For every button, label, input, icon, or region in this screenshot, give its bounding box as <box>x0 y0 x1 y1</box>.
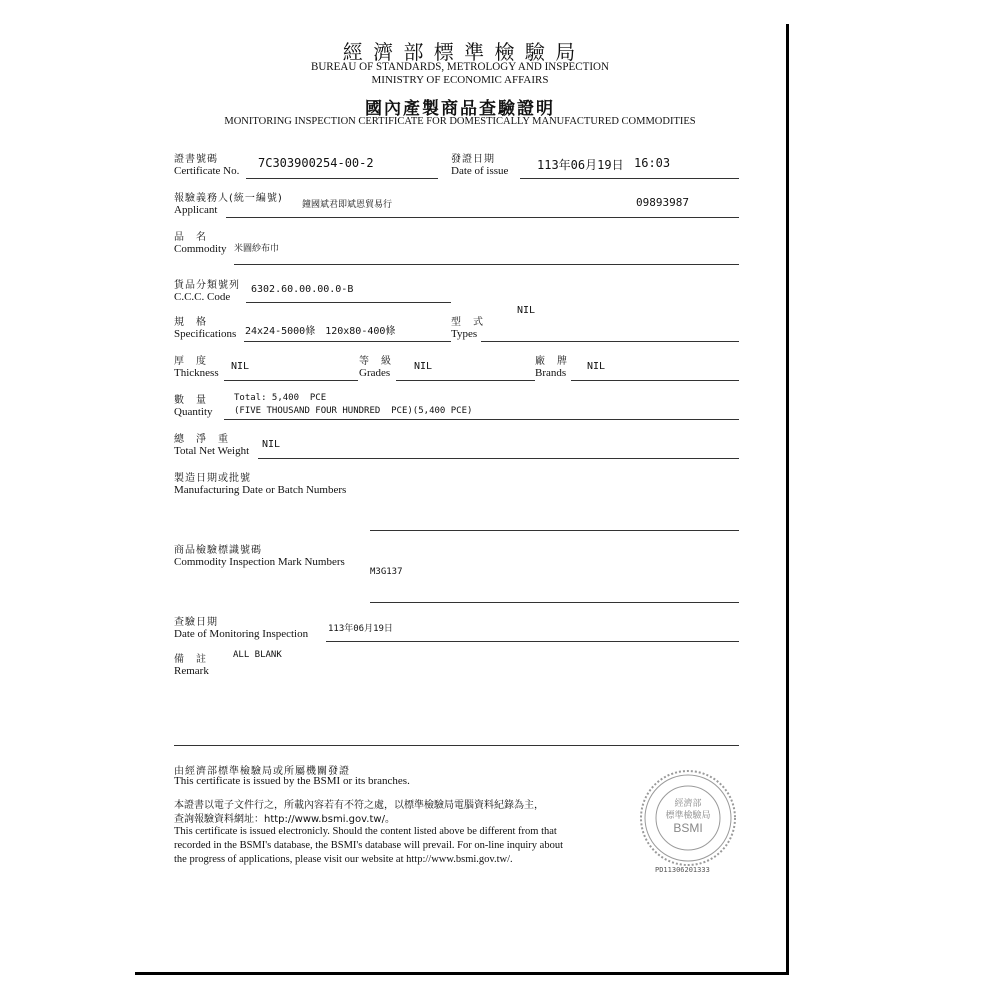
page-border-right <box>786 24 789 975</box>
cert-no-value: 7C303900254-00-2 <box>258 156 374 170</box>
page-border-bottom <box>135 972 789 975</box>
net-weight-label-cn: 總 淨 重 <box>174 434 229 445</box>
ministry-title: MINISTRY OF ECONOMIC AFFAIRS <box>371 74 549 86</box>
net-weight-value: NIL <box>262 439 281 450</box>
types-line <box>481 341 739 342</box>
seal-text-en: BSMI <box>673 821 703 835</box>
ccc-label-en: C.C.C. Code <box>174 291 231 303</box>
types-value: NIL <box>517 305 536 316</box>
mark-numbers-line <box>370 602 739 603</box>
remark-value: ALL BLANK <box>233 650 282 660</box>
footer-divider <box>174 745 739 746</box>
specs-label-cn: 規 格 <box>174 317 207 328</box>
electronic-notice-en-2: recorded in the BSMI's database, the BSMI's database will prevail. For on-line inquiry about <box>174 840 563 851</box>
specs-value: 24x24-5000條 120x80-400條 <box>245 326 396 337</box>
thickness-value: NIL <box>231 361 250 372</box>
bureau-title-en: BUREAU OF STANDARDS, METROLOGY AND INSPECTION <box>310 59 610 73</box>
specs-line <box>244 341 451 342</box>
applicant-value: 鐘國斌君即斌恩貿易行 <box>302 200 393 210</box>
applicant-line <box>226 217 739 218</box>
issued-by-cn: 由經濟部標準檢驗局或所屬機關發證 <box>174 766 350 777</box>
applicant-label-en: Applicant <box>174 204 218 216</box>
mfg-date-label-cn: 製造日期或批號 <box>174 473 251 484</box>
quantity-label-cn: 數 量 <box>174 395 207 406</box>
thickness-label-cn: 厚 度 <box>174 356 207 367</box>
ccc-label-cn: 貨品分類號列 <box>174 280 240 291</box>
electronic-notice-en-3: the progress of applications, please visit our website at http://www.bsmi.gov.tw/. <box>174 854 513 865</box>
date-issue-time: 16:03 <box>634 156 671 170</box>
date-issue-label-en: Date of issue <box>451 165 509 177</box>
ccc-line <box>246 302 451 303</box>
grades-line <box>396 380 535 381</box>
insp-date-line <box>326 641 739 642</box>
commodity-label-en: Commodity <box>174 243 227 255</box>
thickness-line <box>224 380 358 381</box>
insp-date-value: 113年06月19日 <box>328 624 393 634</box>
certificate-title-cn: 國內產製商品查驗證明 <box>365 99 555 119</box>
electronic-notice-en-1: This certificate is issued electronicly. Should the content listed above be different from that <box>174 826 557 837</box>
commodity-value: 米圖紗布巾 <box>234 244 280 254</box>
electronic-notice-cn-2: 查詢報驗資料網址：http://www.bsmi.gov.tw/。 <box>174 814 395 825</box>
grades-value: NIL <box>414 361 433 372</box>
bsmi-seal <box>638 768 738 868</box>
electronic-notice-cn-1: 本證書以電子文件行之，所載內容若有不符之處，以標準檢驗局電腦資料紀錄為主， <box>174 800 544 811</box>
specs-label-en: Specifications <box>174 328 237 340</box>
commodity-label-cn: 品 名 <box>174 232 207 243</box>
cert-no-label-cn: 證書號碼 <box>174 154 218 165</box>
quantity-value-words: (FIVE THOUSAND FOUR HUNDRED PCE)(5,400 PCE) <box>234 406 473 416</box>
mfg-date-line <box>370 530 739 531</box>
net-weight-line <box>258 458 739 459</box>
quantity-label-en: Quantity <box>174 406 213 418</box>
mark-numbers-value: M3G137 <box>370 567 403 577</box>
quantity-line <box>224 419 739 420</box>
net-weight-label-en: Total Net Weight <box>174 445 250 457</box>
seal-text-cn-1: 經濟部 <box>674 799 702 809</box>
commodity-line <box>234 264 739 265</box>
date-issue-value: 113年06月19日 <box>537 158 624 172</box>
ccc-value: 6302.60.00.00.0-B <box>251 284 354 295</box>
grades-label-cn: 等 級 <box>359 356 392 367</box>
brands-value: NIL <box>587 361 606 372</box>
mark-numbers-label-en: Commodity Inspection Mark Numbers <box>174 556 345 568</box>
mark-numbers-label-cn: 商品檢驗標識號碼 <box>174 545 262 556</box>
seal-text-cn-2: 標準檢驗局 <box>665 811 711 821</box>
issued-by-en: This certificate is issued by the BSMI or its branches. <box>174 775 410 787</box>
applicant-label-cn: 報驗義務人(統一編號) <box>174 193 283 204</box>
brands-label-en: Brands <box>535 367 567 379</box>
brands-label-cn: 廠 牌 <box>535 356 568 367</box>
bureau-title-cn: 經 濟 部 標 準 檢 驗 局 <box>342 40 578 64</box>
mfg-date-label-en: Manufacturing Date or Batch Numbers <box>174 484 347 496</box>
date-issue-line <box>520 178 739 179</box>
grades-label-en: Grades <box>359 367 391 379</box>
thickness-label-en: Thickness <box>174 367 219 379</box>
seal-code: PD11306201333 <box>655 866 710 874</box>
remark-label-cn: 備 註 <box>174 654 207 665</box>
types-label-en: Types <box>451 328 478 340</box>
quantity-value-total: Total: 5,400 PCE <box>234 393 327 403</box>
types-label-cn: 型 式 <box>451 317 484 328</box>
insp-date-label-en: Date of Monitoring Inspection <box>174 628 309 640</box>
remark-label-en: Remark <box>174 665 209 677</box>
date-issue-label-cn: 發證日期 <box>451 154 495 165</box>
certificate-title-en: MONITORING INSPECTION CERTIFICATE FOR DOMESTICALLY MANUFACTURED COMMODITIES <box>224 116 696 127</box>
applicant-id: 09893987 <box>636 196 689 209</box>
brands-line <box>571 380 739 381</box>
cert-no-label-en: Certificate No. <box>174 165 240 177</box>
insp-date-label-cn: 查驗日期 <box>174 617 218 628</box>
cert-no-line <box>246 178 438 179</box>
